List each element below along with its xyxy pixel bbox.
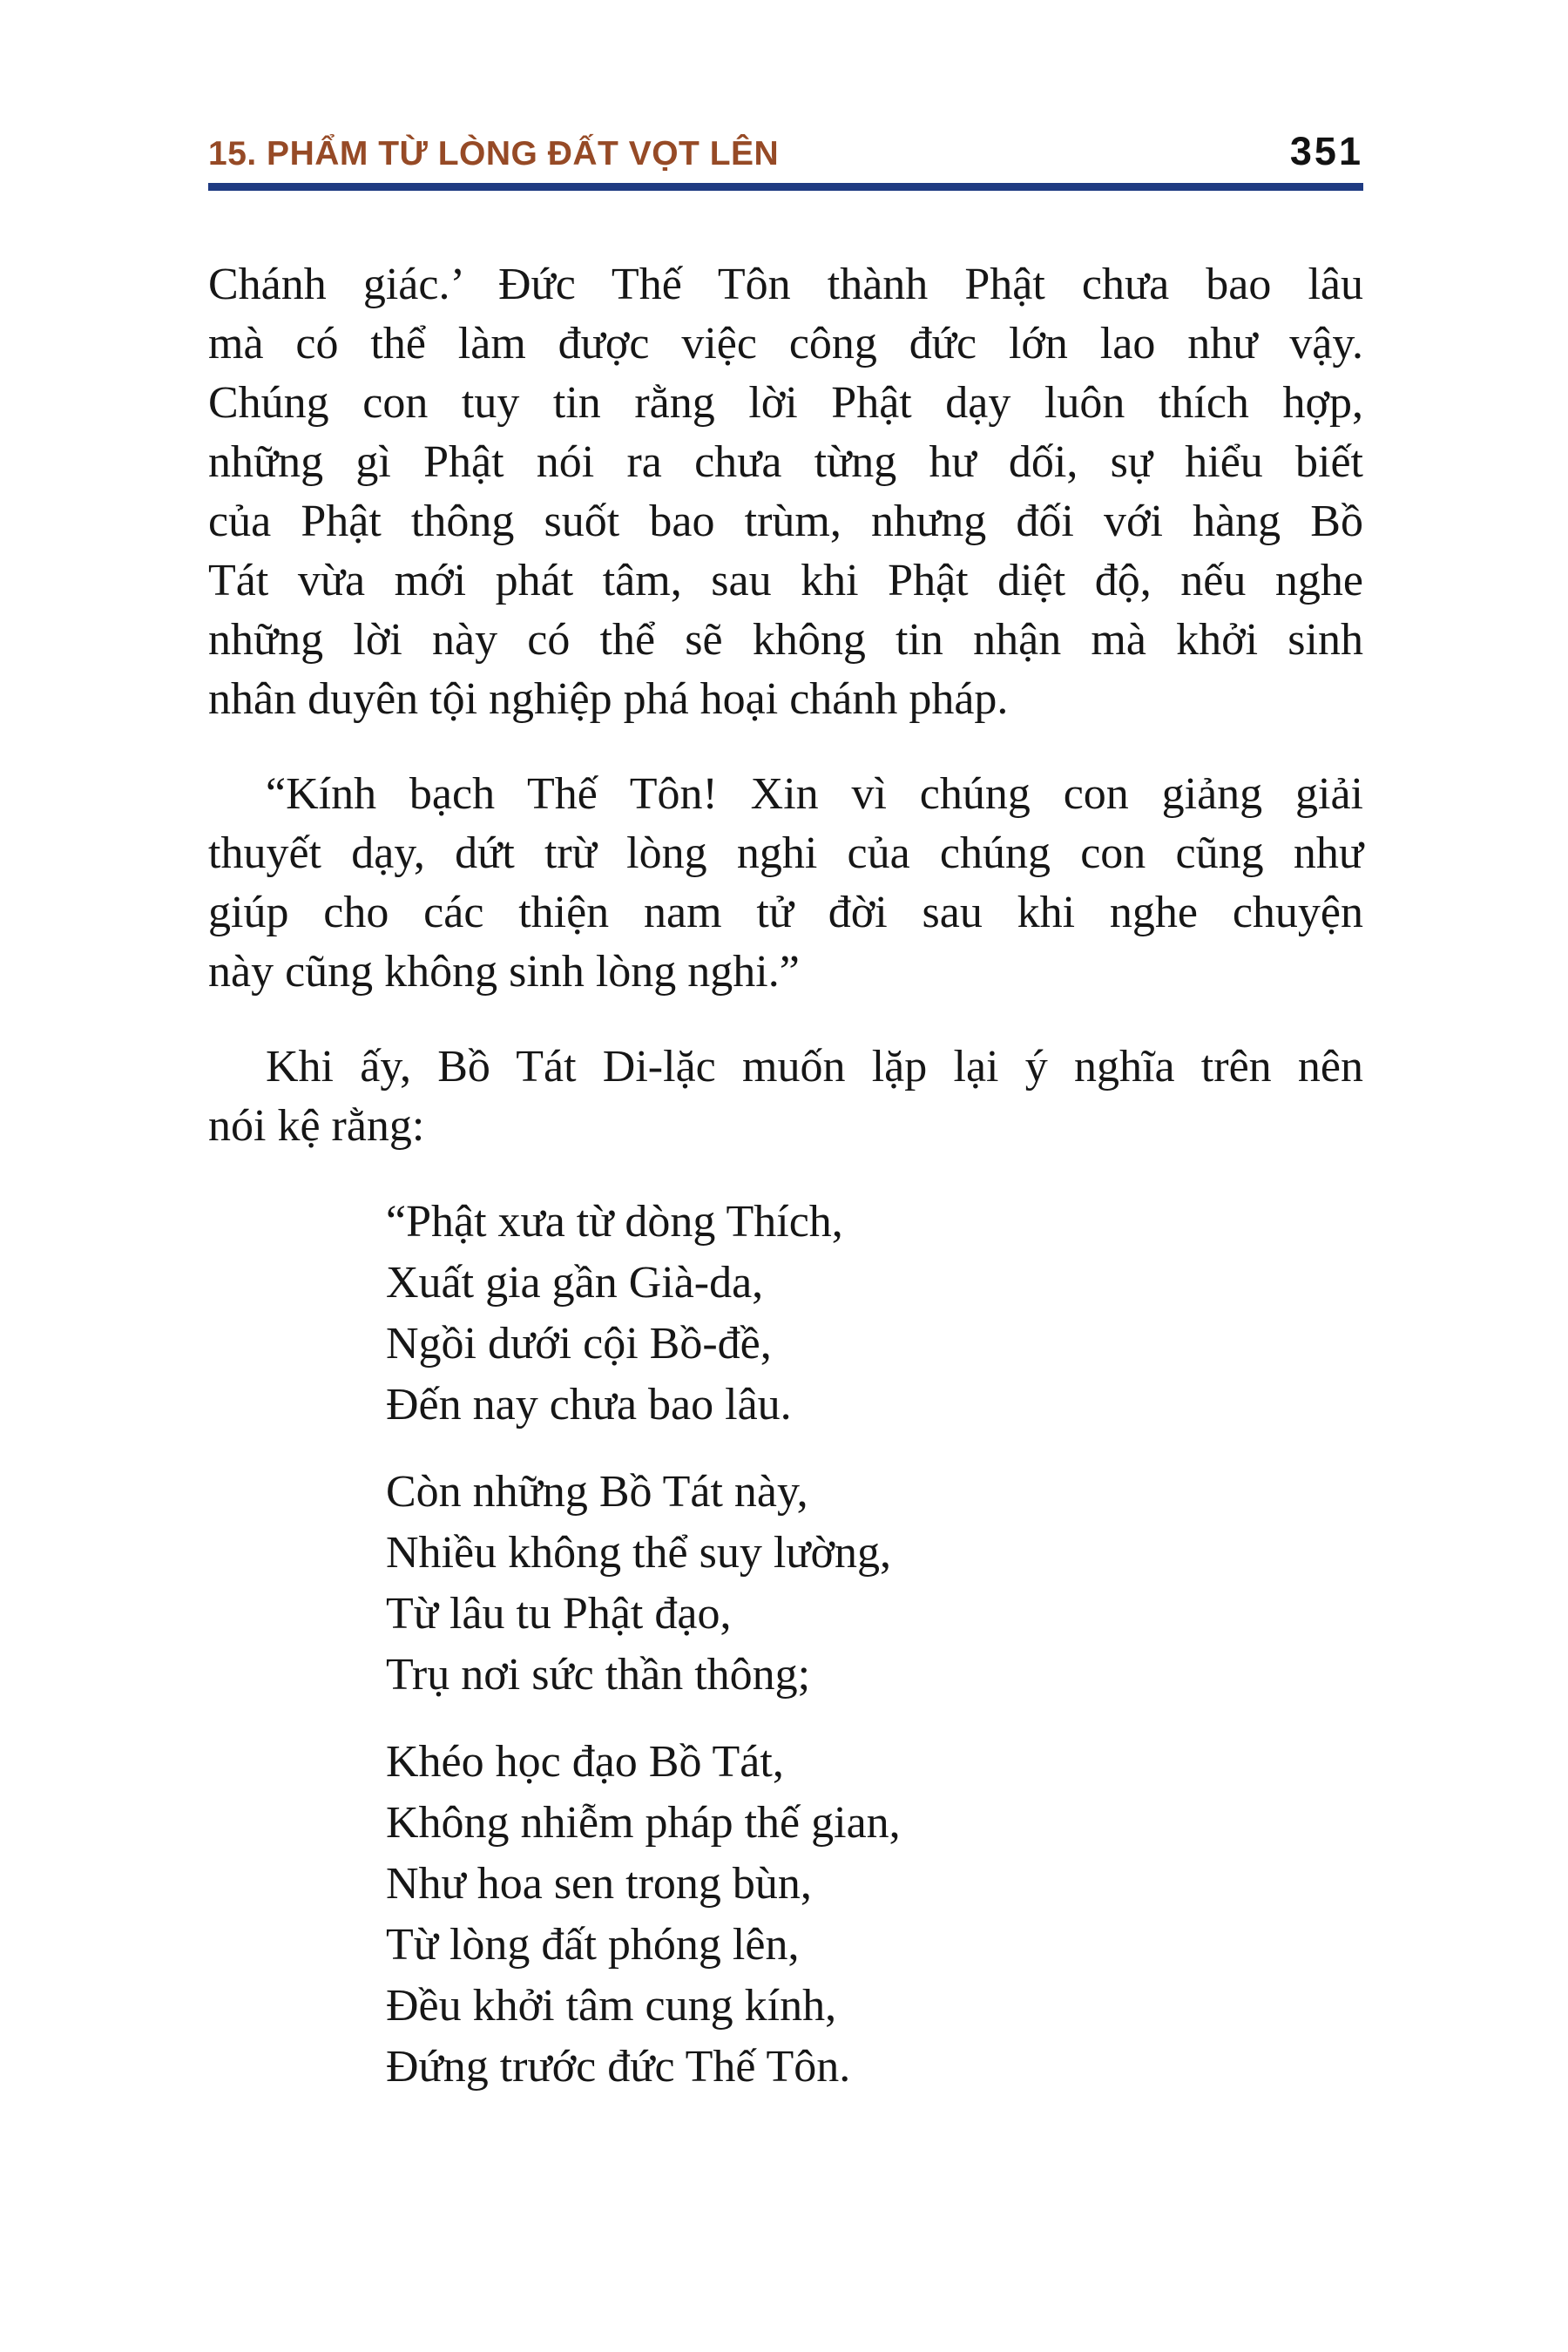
paragraph-continuation (208, 255, 1363, 729)
chapter-title: 15. PHẨM TỪ LÒNG ĐẤT VỌT LÊN (208, 135, 780, 172)
verse-block (386, 1192, 1363, 2098)
verse-line: Đều khởi tâm cung kính, (386, 1981, 837, 2031)
verse-line: Không nhiễm pháp thế gian, (386, 1798, 901, 1848)
verse-line: Từ lâu tu Phật đạo, (386, 1589, 732, 1639)
paragraph-address-buddha (208, 765, 1363, 1002)
verse-line: Nhiều không thể suy lường, (386, 1528, 891, 1578)
page-number: 351 (1289, 129, 1363, 173)
verse-line: Từ lòng đất phóng lên, (386, 1920, 800, 1970)
verse-line: Như hoa sen trong bùn, (386, 1859, 812, 1909)
text-line: giúp cho các thiện nam tử đời sau khi nghe chuyện (208, 888, 1363, 937)
text-line: những lời này có thể sẽ không tin nhận mà khởi sinh (208, 615, 1363, 665)
running-header (208, 129, 1363, 174)
verse-line: Khéo học đạo Bồ Tát, (386, 1737, 784, 1787)
text-line: Chánh giác.’ Đức Thế Tôn thành Phật chưa bao lâu (208, 260, 1363, 309)
text-line: Khi ấy, Bồ Tát Di-lặc muốn lặp lại ý nghĩa trên nên (266, 1042, 1363, 1092)
header-rule (208, 183, 1363, 191)
verse-line: Đến nay chưa bao lâu. (386, 1380, 792, 1429)
verse-line: Đứng trước đức Thế Tôn. (386, 2042, 851, 2092)
text-line: mà có thể làm được việc công đức lớn lao như vậy. (208, 319, 1363, 368)
text-line: nhân duyên tội nghiệp phá hoại chánh pháp. (208, 674, 1009, 724)
verse-stanza-1 (386, 1192, 1363, 1436)
body-text (208, 255, 1363, 2098)
verse-stanza-2 (386, 1462, 1363, 1706)
text-line: này cũng không sinh lòng nghi.” (208, 947, 800, 997)
verse-line: Còn những Bồ Tát này, (386, 1467, 808, 1517)
text-line: “Kính bạch Thế Tôn! Xin vì chúng con giảng giải (266, 769, 1363, 819)
text-line: Chúng con tuy tin rằng lời Phật dạy luôn thích hợp, (208, 378, 1363, 428)
verse-line: Ngồi dưới cội Bồ-đề, (386, 1319, 772, 1369)
verse-line: Trụ nơi sức thần thông; (386, 1650, 811, 1700)
text-line: Tát vừa mới phát tâm, sau khi Phật diệt độ, nếu nghe (208, 556, 1363, 605)
text-line: những gì Phật nói ra chưa từng hư dối, sự hiểu biết (208, 437, 1363, 487)
paragraph-maitreya-intro (208, 1037, 1363, 1156)
text-line: thuyết dạy, dứt trừ lòng nghi của chúng con cũng như (208, 828, 1363, 878)
text-line: của Phật thông suốt bao trùm, nhưng đối với hàng Bồ (208, 497, 1363, 546)
verse-stanza-3 (386, 1732, 1363, 2098)
page-content (208, 129, 1363, 2124)
text-line: nói kệ rằng: (208, 1101, 425, 1151)
verse-line: Xuất gia gần Già-da, (386, 1258, 764, 1308)
verse-line: “Phật xưa từ dòng Thích, (386, 1197, 843, 1247)
